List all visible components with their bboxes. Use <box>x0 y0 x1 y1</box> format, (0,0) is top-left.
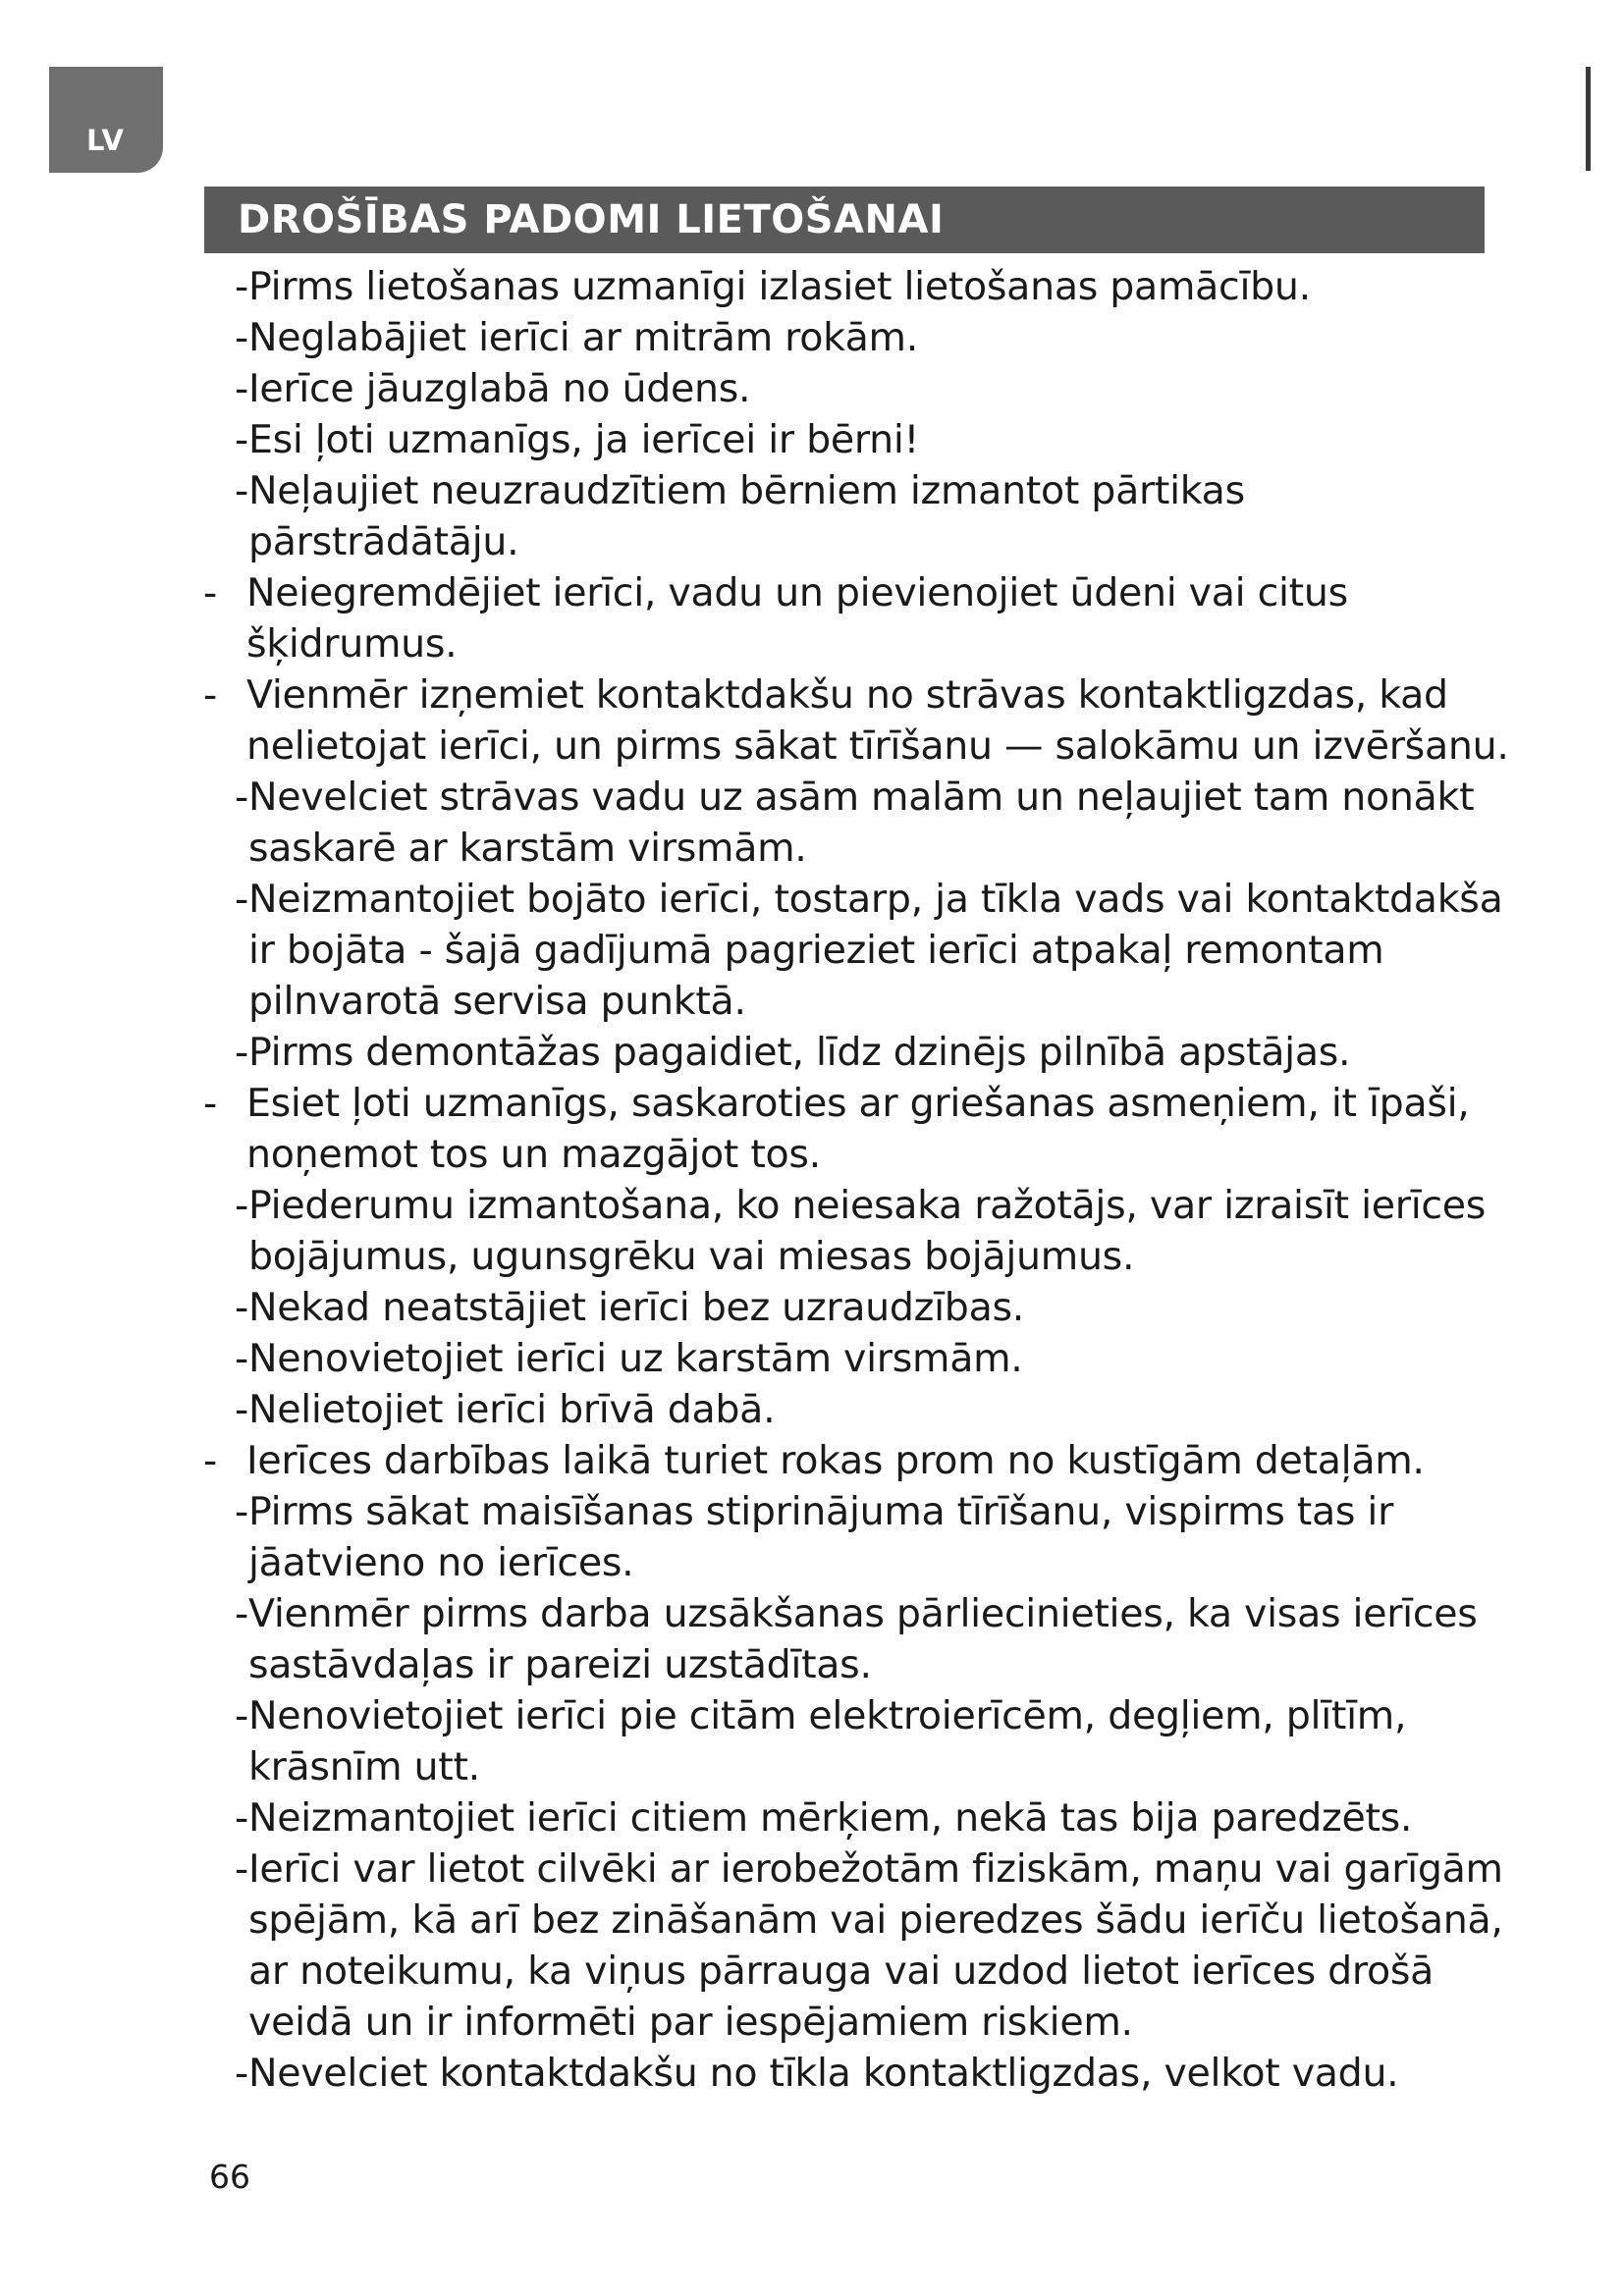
list-item-marker: - <box>235 1387 248 1432</box>
list-item <box>199 1690 1510 1792</box>
list-item-marker: - <box>235 1030 248 1075</box>
list-item <box>199 874 1510 1027</box>
list-item-marker: - <box>203 1438 217 1483</box>
list-item-text: Nevelciet strāvas vadu uz asām malām un neļaujiet tam nonākt saskarē ar karstām virsmām. <box>248 774 1475 871</box>
list-item <box>199 1078 1510 1180</box>
list-item-text: Pirms demontāžas pagaidiet, līdz dzinējs pilnībā apstājas. <box>248 1030 1351 1075</box>
list-item-text: Pirms sākat maisīšanas stiprinājuma tīrīšanu, vispirms tas ir jāatvieno no ierīces. <box>248 1489 1394 1585</box>
list-item-text: Nenovietojiet ierīci pie citām elektroierīcēm, degļiem, plītīm, krāsnīm utt. <box>248 1693 1407 1789</box>
list-item <box>199 772 1510 874</box>
list-item <box>199 414 1510 465</box>
list-item-marker: - <box>235 366 248 411</box>
list-item-text: Nenovietojiet ierīci uz karstām virsmām. <box>248 1336 1023 1381</box>
list-item-text: Ierīces darbības laikā turiet rokas prom no kustīgām detaļām. <box>246 1438 1425 1483</box>
list-item <box>199 1333 1510 1384</box>
list-item-marker: - <box>235 315 248 360</box>
list-item-text: Nelietojiet ierīci brīvā dabā. <box>248 1387 776 1432</box>
safety-tips-list <box>199 261 1510 2099</box>
list-item <box>199 1486 1510 1588</box>
list-item-marker: - <box>203 672 217 718</box>
list-item <box>199 2048 1510 2099</box>
language-tab <box>49 67 163 173</box>
language-tab-label: LV <box>86 124 125 157</box>
list-item-marker: - <box>235 1693 248 1738</box>
list-item <box>199 1843 1510 2048</box>
list-item <box>199 1588 1510 1690</box>
list-item <box>199 261 1510 312</box>
list-item-text: Neiegremdējiet ierīci, vadu un pievienojiet ūdeni vai citus šķidrumus. <box>246 570 1348 667</box>
list-item-text: Nekad neatstājiet ierīci bez uzraudzības. <box>248 1285 1025 1330</box>
list-item <box>199 1792 1510 1843</box>
list-item <box>199 1282 1510 1333</box>
list-item-text: Ierīce jāuzglabā no ūdens. <box>248 366 751 411</box>
list-item-text: Vienmēr izņemiet kontaktdakšu no strāvas kontaktligzdas, kad nelietojat ierīci, un pirms sākat tīrīšanu — salokāmu un izvēršanu. <box>246 672 1509 769</box>
list-item-marker: - <box>203 570 217 615</box>
list-item <box>199 312 1510 363</box>
list-item-marker: - <box>235 1489 248 1534</box>
list-item <box>199 567 1510 669</box>
list-item-marker: - <box>235 1846 248 1892</box>
list-item-text: Neļaujiet neuzraudzītiem bērniem izmantot pārtikas pārstrādātāju. <box>248 468 1245 564</box>
page-number: 66 <box>209 2158 250 2196</box>
list-item-marker: - <box>235 774 248 820</box>
list-item-text: Neglabājiet ierīci ar mitrām rokām. <box>248 315 918 360</box>
list-item-text: Esiet ļoti uzmanīgs, saskaroties ar griešanas asmeņiem, it īpaši, noņemot tos un mazgājot tos. <box>246 1081 1470 1177</box>
list-item-marker: - <box>235 877 248 922</box>
list-item <box>199 363 1510 414</box>
list-item-text: Neizmantojiet bojāto ierīci, tostarp, ja tīkla vads vai kontaktdakša ir bojāta - šajā gadījumā pagrieziet ierīci atpakaļ remontam pilnvarotā servisa punktā. <box>248 877 1503 1024</box>
list-item-marker: - <box>235 1336 248 1381</box>
list-item-marker: - <box>203 1081 217 1126</box>
list-item-text: Ierīci var lietot cilvēki ar ierobežotām fiziskām, maņu vai garīgām spējām, kā arī bez zināšanām vai pieredzes šādu ierīču lietošanā, ar noteikumu, ka viņus pārrauga vai uzdod lietot ierīces drošā veidā un ir informēti par iespējamiem riskiem. <box>248 1846 1503 2045</box>
list-item-text: Vienmēr pirms darba uzsākšanas pārliecinieties, ka visas ierīces sastāvdaļas ir pareizi uzstādītas. <box>248 1591 1478 1687</box>
list-item-marker: - <box>235 1795 248 1841</box>
list-item-text: Neizmantojiet ierīci citiem mērķiem, nekā tas bija paredzēts. <box>248 1795 1413 1841</box>
list-item-marker: - <box>235 417 248 462</box>
list-item-text: Pirms lietošanas uzmanīgi izlasiet lietošanas pamācību. <box>248 264 1311 309</box>
section-title: DROŠĪBAS PADOMI LIETOŠANAI <box>238 197 945 242</box>
list-item <box>199 1384 1510 1435</box>
list-item-marker: - <box>235 1591 248 1636</box>
list-item <box>199 669 1510 772</box>
list-item-marker: - <box>235 1285 248 1330</box>
list-item-text: Esi ļoti uzmanīgs, ja ierīcei ir bērni! <box>248 417 920 462</box>
list-item <box>199 465 1510 567</box>
list-item-marker: - <box>235 264 248 309</box>
page-edge-line <box>1586 67 1591 171</box>
list-item <box>199 1435 1510 1486</box>
list-item-text: Piederumu izmantošana, ko neiesaka ražotājs, var izraisīt ierīces bojājumus, ugunsgrēku vai miesas bojājumus. <box>248 1183 1487 1279</box>
list-item-text: Nevelciet kontaktdakšu no tīkla kontaktligzdas, velkot vadu. <box>248 2051 1399 2096</box>
list-item-marker: - <box>235 468 248 513</box>
list-item <box>199 1027 1510 1078</box>
list-item <box>199 1180 1510 1282</box>
section-header <box>204 187 1485 253</box>
list-item-marker: - <box>235 2051 248 2096</box>
list-item-marker: - <box>235 1183 248 1228</box>
